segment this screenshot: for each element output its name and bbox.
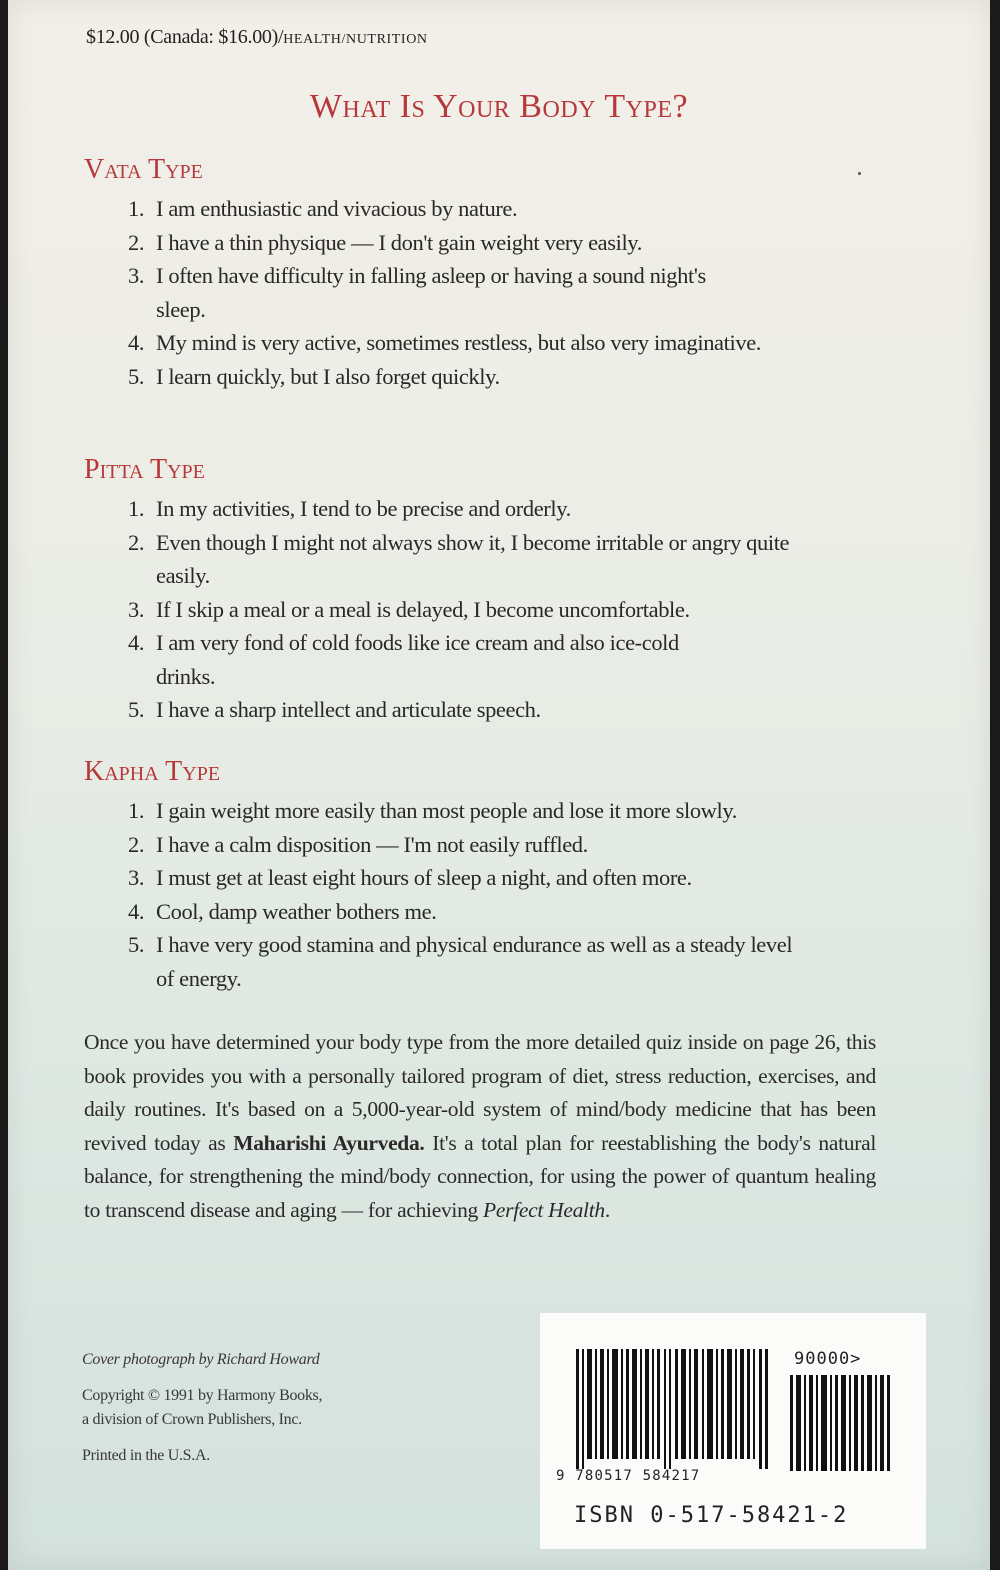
list-item: 1. In my activities, I tend to be precise and orderly.	[128, 496, 571, 521]
book-description: Once you have determined your body type from the more detailed quiz inside on page 26, this book provides you with a personally tailored program of diet, stress reduction, exercises, and daily routines. It's based on a 5,000-year-old system of mind/body medicine that has been revived today as Maharishi Ayurveda. It's a total plan for reestablishing the body's natural balance, for strengthening the mind/body connection, for using the power of quantum healing to transcend disease and aging — for achieving Perfect Health.	[84, 1030, 877, 1222]
addon-number: 90000>	[794, 1349, 862, 1369]
list-item: 2. I have a calm disposition — I'm not easily ruffled.	[128, 831, 588, 857]
addon-barcode-icon	[790, 1375, 890, 1471]
list-item: 4. Cool, damp weather bothers me.	[128, 898, 437, 924]
credits	[82, 1348, 462, 1480]
list-item: 4. My mind is very active, sometimes restless, but also very imaginative.	[128, 330, 761, 355]
ean-number: 9 780517 584217	[556, 1468, 701, 1484]
list-item: 3. I must get at least eight hours of sleep a night, and often more.	[128, 865, 692, 890]
section-heading-vata: Vata Type	[84, 154, 203, 185]
barcode-sticker	[540, 1313, 926, 1549]
list-item: 5. I have a sharp intellect and articulate speech.	[128, 697, 541, 722]
list-item: 5. I have very good stamina and physical endurance as well as a steady level of energy.	[128, 932, 793, 991]
list-item: 1. I am enthusiastic and vivacious by nature.	[128, 196, 518, 221]
photo-credit: Cover photograph by Richard Howard	[82, 1351, 320, 1368]
section-heading-pitta: Pitta Type	[84, 454, 205, 485]
copyright: Copyright © 1991 by Harmony Books, a division of Crown Publishers, Inc.	[82, 1387, 323, 1428]
price-line	[86, 26, 428, 49]
list-item: 4. I am very fond of cold foods like ice cream and also ice-cold drinks.	[128, 630, 679, 689]
list-item: 2. I have a thin physique — I don't gain weight very easily.	[128, 229, 642, 255]
ean-barcode-icon	[576, 1349, 768, 1469]
vata-section	[84, 152, 904, 393]
kapha-section	[84, 754, 904, 995]
price: $12.00 (Canada: $16.00)/	[86, 26, 284, 48]
brand-name: Maharishi Ayurveda.	[233, 1130, 425, 1155]
book-back-cover	[8, 0, 990, 1570]
category-label: HEALTH/NUTRITION	[283, 32, 428, 47]
pitta-list	[84, 492, 904, 727]
list-item: 2. Even though I might not always show it, I become irritable or angry quite easily.	[128, 529, 790, 588]
vata-list	[84, 192, 904, 393]
book-title-ref: Perfect Health	[483, 1197, 605, 1222]
quiz-title: What Is Your Body Type?	[309, 88, 689, 125]
list-item: 5. I learn quickly, but I also forget quickly.	[128, 363, 500, 389]
list-item: 3. If I skip a meal or a meal is delayed, I become uncomfortable.	[128, 596, 690, 622]
isbn-number: ISBN 0-517-58421-2	[574, 1503, 849, 1528]
list-item: 3. I often have difficulty in falling asleep or having a sound night's sleep.	[128, 263, 706, 322]
section-heading-kapha: Kapha Type	[84, 756, 221, 787]
kapha-list	[84, 794, 904, 995]
list-item: 1. I gain weight more easily than most people and lose it more slowly.	[128, 798, 737, 823]
printed-in: Printed in the U.S.A.	[82, 1447, 210, 1464]
pitta-section	[84, 452, 904, 727]
